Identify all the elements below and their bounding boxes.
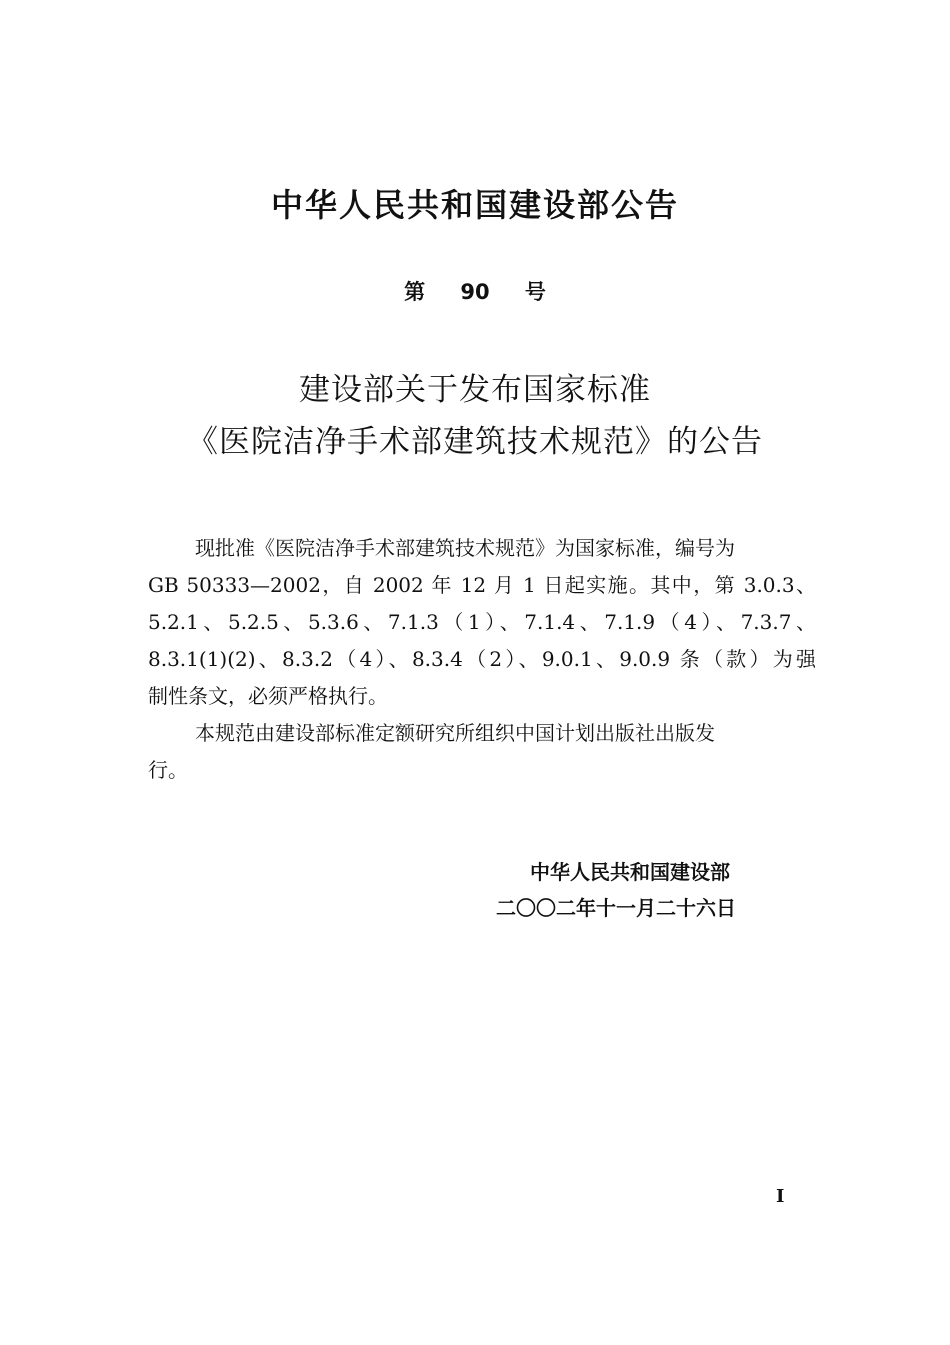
body-line: 行。: [148, 758, 188, 782]
body-line: GB 50333—2002，自 2002 年 12 月 1 日起实施。其中，第 3.0.3、: [148, 573, 816, 597]
body-line: 本规范由建设部标准定额研究所组织中国计划出版社出版发: [195, 721, 715, 745]
body-line: 现批准《医院洁净手术部建筑技术规范》为国家标准，编号为: [195, 536, 735, 560]
body-line: 8.3.1(1)(2)、8.3.2（4）、8.3.4（2）、9.0.1、9.0.9 条（款）为强: [148, 647, 816, 671]
body-line: 5.2.1、5.2.5、5.3.6、7.1.3（1）、7.1.4、7.1.9（4）、7.3.7、: [148, 610, 816, 634]
signature-organization: 中华人民共和国建设部: [530, 860, 730, 884]
announcement-body: [148, 530, 816, 789]
announcement-number: [0, 276, 950, 306]
number-value: 90: [460, 280, 490, 304]
number-prefix: 第: [404, 280, 426, 304]
page-number: I: [776, 1186, 785, 1207]
body-line: 制性条文，必须严格执行。: [148, 684, 388, 708]
page-title: 中华人民共和国建设部公告: [270, 186, 679, 224]
signature-date: 二〇〇二年十一月二十六日: [496, 896, 736, 920]
subtitle-line-2: 《医院洁净手术部建筑技术规范》的公告: [187, 424, 763, 460]
subtitle-line-1: 建设部关于发布国家标准: [299, 372, 651, 408]
number-suffix: 号: [524, 280, 546, 304]
